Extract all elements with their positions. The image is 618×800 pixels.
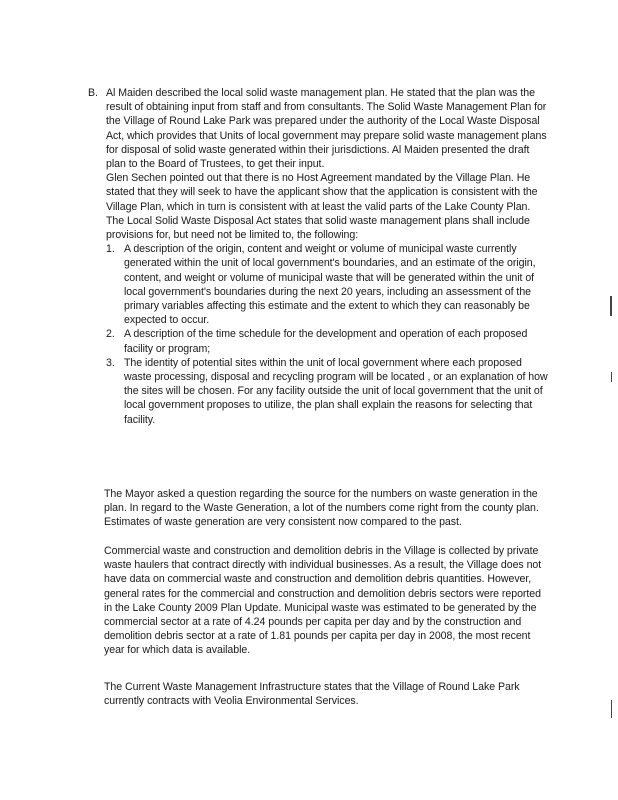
section-b-label: B. [88, 87, 98, 99]
scan-artifact-line [611, 700, 612, 718]
list-item-number: 3. [106, 356, 115, 369]
list-item [106, 356, 548, 427]
paragraph-disposal-act: The Local Solid Waste Disposal Act states that solid waste management plans shall include provisions for, but need not be limited to, the following: [106, 214, 530, 242]
list-item [106, 327, 548, 355]
paragraph-glen-sechen: Glen Sechen pointed out that there is no Host Agreement mandated by the Village Plan. He stated that they will seek to have the applicant show that the application is consistent with the Village Plan, which in turn is consistent with at least the valid parts of the Lake County Plan. [106, 172, 538, 213]
paragraph-commercial-waste: Commercial waste and construction and demolition debris in the Village is collected by private waste haulers that contract directly with individual businesses. As a result, the Village does not have data on commercial waste and construction and demolition debris quantities. However, general rates for the commercial and construction and demolition debris sectors were reported in the Lake County 2009 Plan Update. Municipal waste was estimated to be generated by the commercial sector at a rate of 4.24 pounds per capita per day and by the construction and demolition debris sector at a rate of 1.81 pounds per capita per day in 2008, the most recent year for which data is available. [104, 545, 542, 657]
list-item-number: 2. [106, 328, 115, 341]
list-item [106, 242, 548, 327]
section-b-body [106, 86, 548, 427]
paragraph-current-infrastructure: The Current Waste Management Infrastructure states that the Village of Round Lake Park currently contracts with Veolia Environmental Services. [104, 681, 520, 708]
list-item-text: The identity of potential sites within the unit of local government where each proposed waste processing, disposal and recycling program will be located , or an explanation of how the sites will be chosen. For any facility outside the unit of local government that the unit of local government proposes to utilize, the plan shall explain the reasons for selecting that facility. [124, 356, 548, 426]
paragraph-mayor-question: The Mayor asked a question regarding the source for the numbers on waste generation in the plan. In regard to the Waste Generation, a lot of the numbers come right from the county plan. Estimates of waste generation are very consistent now compared to the past. [104, 488, 539, 529]
list-item-text: A description of the time schedule for the development and operation of each proposed facility or program; [124, 328, 528, 355]
scan-artifact-line [611, 372, 612, 382]
list-item-text: A description of the origin, content and weight or volume of municipal waste currently generated within the unit of local government's boundaries, and an estimate of the origin, content, and weight or volume of municipal waste that will be generated within the unit of local government's boundaries during the next 20 years, including an assessment of the primary variables affecting this estimate and the extent to which they can reasonably be expected to occur. [124, 243, 536, 327]
provisions-list [106, 242, 548, 427]
scan-artifact-line [610, 296, 612, 316]
list-item-number: 1. [106, 243, 115, 256]
paragraph-al-maiden: Al Maiden described the local solid waste management plan. He stated that the plan was the result of obtaining input from staff and from consultants. The Solid Waste Management Plan for the Village of Round Lake Park was prepared under the authority of the Local Waste Disposal Act, which provides that Units of local government may prepare solid waste management plans for disposal of solid waste generated within their jurisdictions. Al Maiden presented the draft plan to the Board of Trustees, to get their input. [106, 87, 547, 171]
